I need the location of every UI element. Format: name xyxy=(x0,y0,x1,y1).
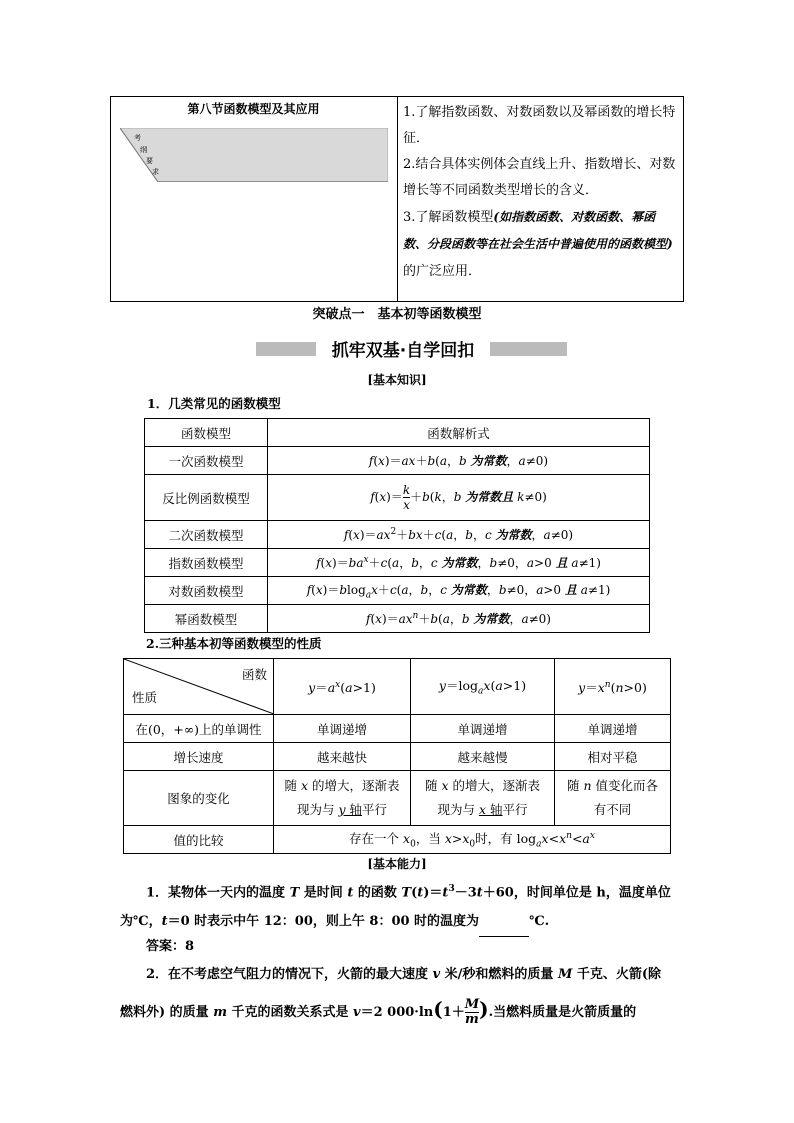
table-row xyxy=(124,826,671,854)
table-header: 函数解析式 xyxy=(268,419,650,447)
table-row xyxy=(145,605,650,633)
model-name: 一次函数模型 xyxy=(145,447,268,475)
banner-bar-left xyxy=(256,342,316,356)
req3-suffix: 的广泛应用． xyxy=(403,264,482,279)
table-cell: 存在一个 $x_0$，当 $x>x_0$时，有 $\log_ax<x^n<a^x$ xyxy=(274,826,671,854)
table-cell: 随 x 的增大，逐渐表 现为与 y 轴平行 xyxy=(274,771,411,826)
tag-basic-ability: [基本能力] xyxy=(367,857,427,871)
section-heading-2: 2.三种基本初等函数模型的性质 xyxy=(146,636,322,651)
model-formula: f(x)＝ $\frac{k}{x}$ ＋b(k，b 为常数且 k≠0) xyxy=(268,475,650,521)
table-cell: 单调递增 xyxy=(555,715,671,743)
model-name: 幂函数模型 xyxy=(145,605,268,633)
corner-bottom-label: 性质 xyxy=(132,690,158,705)
table-row xyxy=(145,475,650,521)
model-formula: $f(x)=ba^x+c(a$，b，c 为常数，b≠0，a>0 且 a≠1) xyxy=(268,549,650,577)
requirement-band xyxy=(120,128,388,182)
table-cell: 单调递增 xyxy=(411,715,555,743)
column-header: $y=x^n(n>0)$ xyxy=(555,659,671,715)
model-name: 对数函数模型 xyxy=(145,577,268,605)
table-cell: 相对平稳 xyxy=(555,743,671,771)
requirement-item: 1.了解指数函数、对数函数以及幂函数的增长特征． xyxy=(403,105,676,146)
requirements-list xyxy=(403,100,679,285)
band-char: 纲 xyxy=(140,146,147,154)
table-cell: 随 n 值变化而各 有不同 xyxy=(555,771,671,826)
property-table xyxy=(123,658,671,854)
band-char: 求 xyxy=(152,168,159,176)
model-formula: f(x)＝ax＋b(a，b 为常数，a≠0) xyxy=(268,447,650,475)
table-row xyxy=(124,659,671,715)
model-name: 指数函数模型 xyxy=(145,549,268,577)
table-cell: 越来越快 xyxy=(274,743,411,771)
row-label: 增长速度 xyxy=(124,743,274,771)
table-row xyxy=(145,521,650,549)
breakpoint-title: 突破点一 基本初等函数模型 xyxy=(312,307,482,322)
table-cell: 越来越慢 xyxy=(411,743,555,771)
row-label: 在(0，+∞)上的单调性 xyxy=(124,715,274,743)
model-formula: f(x)＝blog$_a$x＋c(a，b，c 为常数，b≠0，a>0 且 a≠1) xyxy=(268,577,650,605)
corner-cell xyxy=(124,659,274,715)
model-name: 二次函数模型 xyxy=(145,521,268,549)
table-row xyxy=(124,743,671,771)
table-header: 函数模型 xyxy=(145,419,268,447)
table-row xyxy=(145,577,650,605)
banner-bar-right xyxy=(490,342,567,356)
model-formula: $f(x)=ax^n+b(a$，b 为常数，a≠0) xyxy=(268,605,650,633)
row-label: 值的比较 xyxy=(124,826,274,854)
table-cell: 单调递增 xyxy=(274,715,411,743)
problem-2: 2．在不考虑空气阻力的情况下，火箭的最大速度 v 米/秒和燃料的质量 M 千克、火箭(除 燃料外) 的质量 m 千克的函数关系式是 v＝2 000·ln(1＋ $\frac{M}{m}$ ).当燃料质量是火箭质量的 xyxy=(120,967,662,1027)
table-row xyxy=(124,771,671,826)
req3-mid: (如指数函数、对数函数、幂函数、分段函数等在社会生活中普遍使用的函数模型) xyxy=(403,210,673,251)
table-row xyxy=(145,447,650,475)
requirement-item xyxy=(403,204,679,285)
header-divider xyxy=(397,96,398,302)
problem-1: 1．某物体一天内的温度 T 是时间 t 的函数 $T(t)=t^3-3t+60$，时间单位是 h，温度单位 为℃，t＝0 时表示中午 12：00，则上午 8：00 时的温度为 ℃. xyxy=(120,875,680,937)
table-row xyxy=(145,419,650,447)
requirement-item: 2.结合具体实例体会直线上升、指数增长、对数增长等不同函数类型增长的含义． xyxy=(403,157,676,198)
req3-prefix: 3.了解函数模型 xyxy=(403,210,494,225)
section-title: 第八节函数模型及其应用 xyxy=(187,102,320,116)
function-model-table xyxy=(144,418,650,633)
tag-basic-knowledge: [基本知识] xyxy=(367,373,427,387)
table-row xyxy=(124,715,671,743)
section-heading-1: 1．几类常见的函数模型 xyxy=(147,396,281,411)
model-formula: $f(x)=ax^2+bx+c(a$，b，c 为常数，a≠0) xyxy=(268,521,650,549)
band-char: 考 xyxy=(134,134,141,142)
band-char: 要 xyxy=(146,157,153,165)
row-label: 图象的变化 xyxy=(124,771,274,826)
table-row xyxy=(145,549,650,577)
corner-top-label: 函数 xyxy=(241,667,267,682)
column-header: $y=\log_ax(a>1)$ xyxy=(411,659,555,715)
table-cell: 随 x 的增大，逐渐表 现为与 x 轴平行 xyxy=(411,771,555,826)
column-header: $y=a^x(a>1)$ xyxy=(274,659,411,715)
answer-1: 答案：8 xyxy=(146,939,195,954)
model-name: 反比例函数模型 xyxy=(145,475,268,521)
banner-title: 抓牢双基·自学回扣 xyxy=(331,341,475,361)
